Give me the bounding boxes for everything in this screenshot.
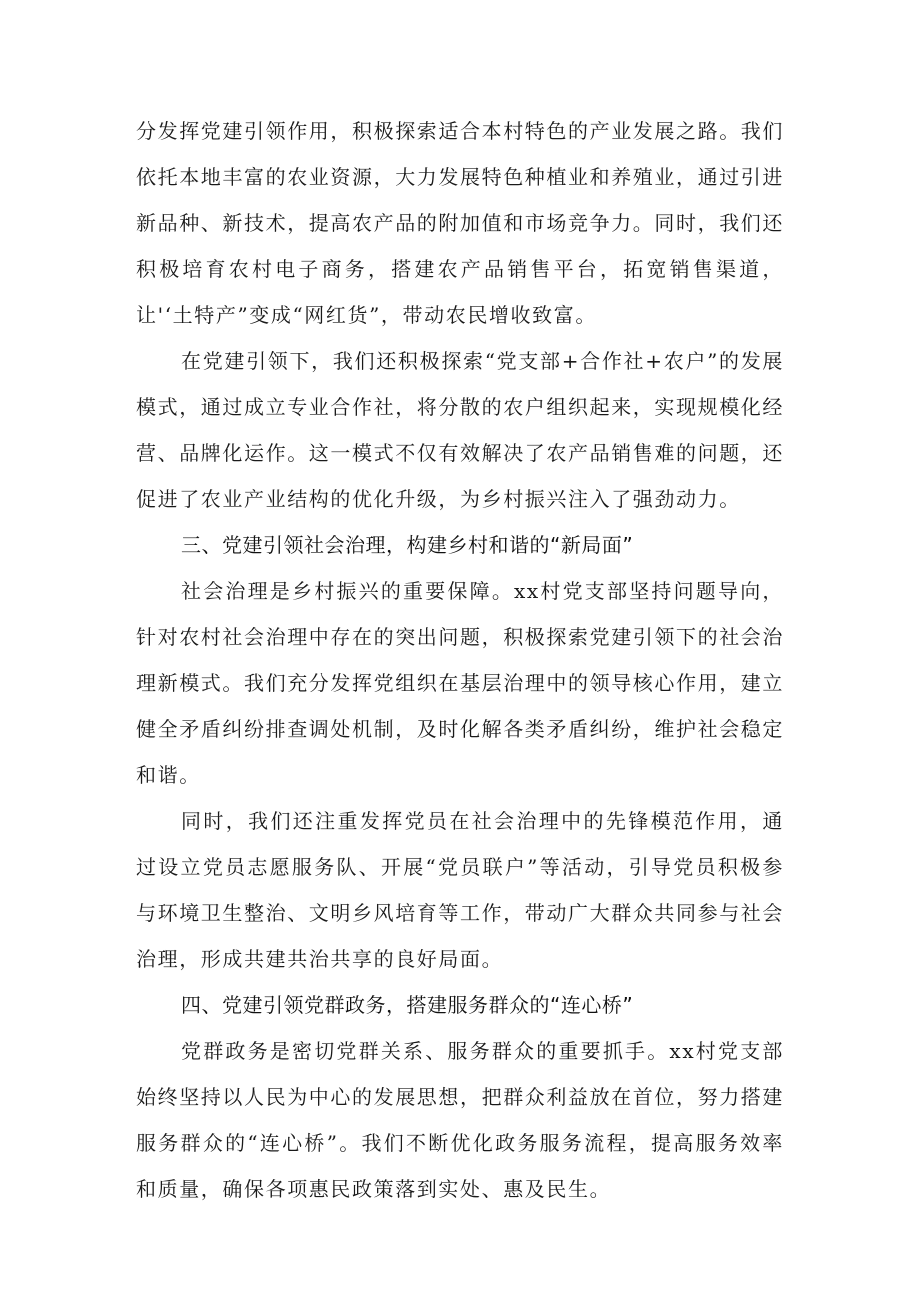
paragraph-party-member-role: 同时，我们还注重发挥党员在社会治理中的先锋模范作用，通过设立党员志愿服务队、开展“党员联户”等活动，引导党员积极参与环境卫生整治、文明乡风培育等工作，带动广大群众共同参与社会治理，形成共建共治共享的良好局面。 <box>136 809 784 971</box>
section-heading-party-affairs: 四、党建引领党群政务，搭建服务群众的“连心桥” <box>181 993 634 1017</box>
paragraph-industry-development: 分发挥党建引领作用，积极探索适合本村特色的产业发展之路。我们依托本地丰富的农业资源，大力发展特色种植业和养殖业，通过引进新品种、新技术，提高农产品的附加值和市场竞争力。同时，我们还积极培育农村电子商务，搭建农产品销售平台，拓宽销售渠道，让'‘土特产”变成“网红货”，带动农民增收致富。 <box>136 119 784 327</box>
section-heading-social-governance: 三、党建引领社会治理，构建乡村和谐的“新局面” <box>181 533 634 557</box>
paragraph-social-governance: 社会治理是乡村振兴的重要保障。xx村党支部坚持问题导向，针对农村社会治理中存在的突出问题，积极探索党建引领下的社会治理新模式。我们充分发挥党组织在基层治理中的领导核心作用，建立健全矛盾纠纷排查调处机制，及时化解各类矛盾纠纷，维护社会稳定和谐。 <box>136 579 784 787</box>
paragraph-cooperative-model: 在党建引领下，我们还积极探索“党支部+合作社+农户”的发展模式，通过成立专业合作社，将分散的农户组织起来，实现规模化经营、品牌化运作。这一模式不仅有效解决了农产品销售难的问题，还促进了农业产业结构的优化升级，为乡村振兴注入了强劲动力。 <box>136 349 784 511</box>
paragraph-party-affairs: 党群政务是密切党群关系、服务群众的重要抓手。xx村党支部始终坚持以人民为中心的发展思想，把群众利益放在首位，努力搭建服务群众的“连心桥”。我们不断优化政务服务流程，提高服务效率和质量，确保各项惠民政策落到实处、惠及民生。 <box>136 1039 784 1201</box>
document-body <box>136 108 784 1212</box>
